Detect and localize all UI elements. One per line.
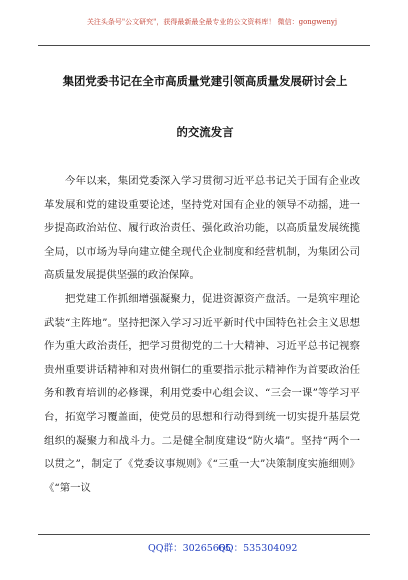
footer-qq-group: QQ群：30265665	[148, 543, 231, 554]
header-divider	[38, 45, 370, 46]
document-title-line-1: 集团党委书记在全市高质量党建引领高质量发展研讨会上	[62, 74, 348, 88]
body-paragraph-1: 今年以来，集团党委深入学习贯彻习近平总书记关于国有企业改革发展和党的建设重要论述，坚持党对国有企业的领导不动摇，进一步提高政治站位、履行政治责任、强化政治功能，以高质量发展统揽全局，以市场为导向建立健全现代企业制度和经营机制，为集团公司高质量发展提供坚强的政治保障。	[44, 175, 360, 282]
body-paragraph-2: 把党建工作抓细增强凝聚力，促进资源资产盘活。一是筑牢理论武装“主阵地”。坚持把深入学习习近平新时代中国特色社会主义思想作为重大政治责任，把学习贯彻党的二十大精神、习近平总书记视察贵州重要讲话精神和对贵州铜仁的重要指示批示精神作为首要政治任务和教育培训的必修课，利用党委中心组会议、“三会一课”等学习平台，拓宽学习覆盖面，使党员的思想和行动得到统一切实提升基层党组织的凝聚力和战斗力。二是健全制度建设“防火墙”。坚持“两个一以贯之”，制定了《党委议事规则》《“三重一大”决策制度实施细则》《“第一议	[44, 292, 360, 494]
footer-qq-contact: QQ：535304092	[218, 543, 298, 554]
document-body	[44, 170, 360, 500]
header-banner: 关注头条号"公文研究"，获得最新最全最专业的公文资料库！ 微信：gongwenyj	[86, 18, 338, 26]
document-title-line-2: 的交流发言	[176, 125, 234, 139]
footer-divider	[38, 534, 370, 535]
